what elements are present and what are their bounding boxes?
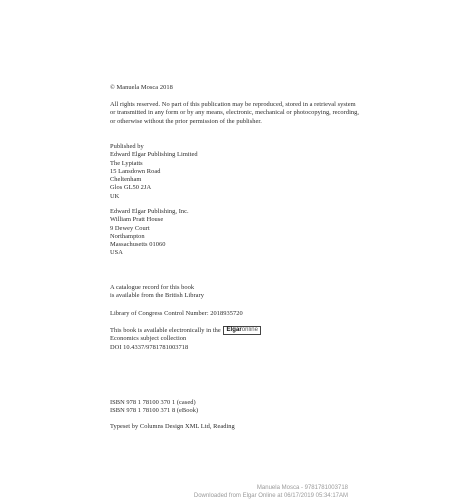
address-line: Massachusetts 01060	[110, 241, 166, 249]
typeset-line: Typeset by Columns Design XML Ltd, Reading	[110, 423, 235, 430]
address-line: Northampton	[110, 232, 145, 240]
address-line: USA	[110, 249, 123, 257]
elgaronline-logo	[223, 326, 261, 335]
elgaronline-logo-light: online	[241, 327, 259, 333]
catalogue-line: A catalogue record for this book	[110, 284, 195, 291]
address-line: The Lypiatts	[110, 159, 143, 167]
address-line: UK	[110, 192, 120, 200]
electronic-availability	[110, 326, 360, 352]
isbn-block	[110, 399, 360, 416]
address-line: Edward Elgar Publishing, Inc.	[110, 208, 189, 215]
collection-line: Economics subject collection	[110, 335, 187, 343]
rights-text: All rights reserved. No part of this publication may be reproduced, stored in a retrieval system or transmitted in any form or by any means, electronic, mechanical or photocopying, recording, or otherwise without the prior permission of the publisher.	[110, 101, 360, 125]
address-line: 15 Lansdown Road	[110, 167, 161, 175]
typesetter	[110, 423, 360, 431]
footer-download-stamp: Downloaded from Elgar Online at 06/17/2019 05:34:17AM	[193, 493, 348, 499]
publisher-address-us	[110, 208, 360, 258]
isbn-line: ISBN 978 1 78100 370 1 (cased)	[110, 399, 196, 406]
catalogue-line: is available from the British Library	[110, 292, 204, 300]
loc-control-number	[110, 310, 360, 318]
electronic-intro: This book is available electronically in the	[110, 326, 221, 334]
address-line: William Pratt House	[110, 216, 164, 224]
elgaronline-logo-bold: Elgar	[226, 327, 242, 333]
copyright-line: © Manuela Mosca 2018	[110, 84, 173, 91]
address-line: Glos GL50 2JA	[110, 184, 152, 192]
doi-line: DOI 10.4337/9781781003718	[110, 343, 189, 351]
publisher-address-uk	[110, 143, 360, 201]
catalogue-record	[110, 284, 360, 301]
published-by-heading: Published by	[110, 143, 144, 150]
address-line: Cheltenham	[110, 176, 142, 184]
electronic-intro-line	[110, 326, 360, 335]
footer-author-isbn: Manuela Mosca - 9781781003718	[256, 485, 348, 491]
copyright-notice	[110, 84, 360, 92]
address-line: Edward Elgar Publishing Limited	[110, 151, 198, 159]
isbn-line: ISBN 978 1 78100 371 8 (eBook)	[110, 407, 199, 415]
rights-statement	[110, 101, 360, 126]
address-line: 9 Dewey Court	[110, 224, 150, 232]
download-footer	[108, 484, 348, 500]
loc-control-line: Library of Congress Control Number: 2018935720	[110, 310, 243, 317]
